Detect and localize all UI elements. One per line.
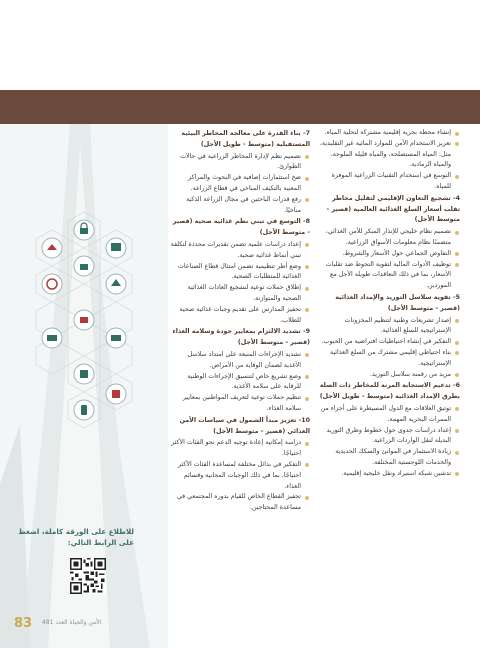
bullet-item: التفكير في إنشاء احتياطيات افتراضية من الحبوب. [318, 337, 460, 348]
bullet-item: التفاوض الجماعي حول الأسعار والشروط. [318, 249, 460, 260]
right-column [318, 128, 460, 480]
bullet-list [318, 404, 460, 480]
bullet-list [170, 350, 310, 415]
bullet-item: وضع أطر تنظيمية تضمن امتثال قطاع الصناعات الغذائية للمتطلبات الصحية. [170, 262, 310, 284]
bullet-item: زيادة الاستثمار في الموانئ والسكك الحديدية والخدمات اللوجستية المختلفة. [318, 447, 460, 469]
bullet-list [318, 316, 460, 381]
bullet-item: توثيق العلاقات مع الدول المسيطرة على أجزاء من الممرات البحرية المهمة. [318, 404, 460, 426]
bullet-item: إطلاق حملات توعية لتشجيع العادات الغذائية الصحية والمتوازنة. [170, 283, 310, 305]
footer-magazine [42, 619, 101, 626]
page-number: 83 [14, 616, 33, 631]
qr-note: للاطلاع على الورقة كاملة، اضغط على الرابط التالي: [18, 527, 134, 547]
bullet-item: تشديد الإجراءات المتبعة على امتداد سلاسل الأغذية لضمان الوقاية من الأمراض. [170, 350, 310, 372]
bullet-item: ضخ استثمارات إضافية في البحوث والمراكز المعنية بالتكيف المناخي في قطاع الزراعة. [170, 173, 310, 195]
bullet-item: التوسع في استخدام التقنيات الزراعية الموفرة للمياه. [318, 171, 460, 193]
bullet-item: تصميم نظام خليجي للإنذار المبكر للأمن الغذائي، متضمنًا نظام معلومات الأسواق الزراعية. [318, 227, 460, 249]
bullet-item: إصدار تشريعات وطنية لتنظيم المخزونات الإستراتيجية للسلع الغذائية. [318, 316, 460, 338]
bullet-list [170, 438, 310, 514]
bullet-item: إعداد دراسات علمية تضمن تقديرات محددة لتكلفة تبني أنماط غذائية صحية. [170, 240, 310, 262]
section-heading: 9- تشديد الالتزام بمعايير جودة وسلامة الغذاء (قصير - متوسط الأجل) [172, 328, 310, 347]
bullet-item: تنظيم حملات توعية لتعريف المواطنين بمعايير سلامة الغذاء. [170, 393, 310, 415]
bullet-item: إنشاء محطة بحرية إقليمية مشتركة لتحلية المياه. [318, 128, 460, 139]
bullet-item: وضع تشريع خاص لتنسيق الإجراءات الوطنية للرقابة على سلامة الأغذية. [170, 372, 310, 394]
section-heading: 6- تدعيم الاستجابة المرنة للمخاطر ذات الصلة بطرق الإمداد الغذائية (متوسط - طويل الأجل) [319, 382, 460, 401]
bullet-item: توظيف الأدوات المالية لتقوية التحوط ضد تقلبات الأسعار، بما في ذلك التعاقدات طويلة الأجل مع الموردين. [318, 260, 460, 292]
issue-number: العدد 481 [42, 619, 68, 626]
section-heading: 8- التوسع في تبني نظم غذائية صحية (قصير - متوسط الأجل) [172, 218, 310, 237]
bullet-list [170, 240, 310, 326]
middle-column [170, 128, 310, 514]
bullet-item: تحفيز القطاع الخاص للقيام بدوره المجتمعي في مساعدة المحتاجين. [170, 492, 310, 514]
bullet-item: بناء احتياطي إقليمي مشترك من السلع الغذائية الإستراتيجية. [318, 348, 460, 370]
top-brown-band [0, 90, 480, 124]
bullet-item: إعداد دراسات جدوى حول خطوط وطرق التوريد البديلة لنقل الواردات الزراعية. [318, 426, 460, 448]
bullet-item: رفع قدرات الباحثين في مجال الزراعة الذكية مناخيًا. [170, 195, 310, 217]
section-heading: 7- بناء القدرة على معالجة المخاطر البيئية المستقبلية (متوسط - طويل الأجل) [181, 130, 310, 148]
section-heading: 5- تقوية سلاسل التوريد والإمداد الغذائية (قصير - متوسط الأجل) [335, 293, 460, 312]
magazine-name: الأمن والحياة [69, 619, 102, 626]
bullet-list [170, 152, 310, 217]
bullet-item: تعزيز الاستخدام الأمن للموارد المائية غير التقليدية، مثل: المياه المستصلحة، والمياه قليلة الملوحة، والمياه الرمادية. [318, 139, 460, 171]
section-heading: 10- تعزيز مبدأ الشمول في سياسات الأمن الغذائي (قصير - متوسط الأجل) [179, 416, 310, 435]
bullet-item: مزيد من رقمنة سلاسل التوريد. [318, 370, 460, 381]
bullet-item: تحفيز المدارس على تقديم وجبات غذائية صحية للطلاب. [170, 305, 310, 327]
bullet-list [318, 227, 460, 292]
section-heading: 4- تشجيع التعاون الإقليمي لتقليل مخاطر تقلب أسعار السلع الغذائية العالمية (قصير - متوسط الأجل) [326, 194, 460, 224]
bullet-item: تدشين شبكة استيراد ونقل خليجية إقليمية. [318, 469, 460, 480]
bullet-item: دراسة إمكانية إعادة توجيه الدعم نحو الفئات الأكثر احتياجًا. [170, 438, 310, 460]
qr-code-icon[interactable] [70, 558, 106, 594]
bullet-item: تصميم نظم لإدارة المخاطر الزراعية في حالات الطوارئ. [170, 152, 310, 174]
bullet-item: التفكير في بدائل مختلفة لمساعدة الفئات الأكثر احتياجًا، بما في ذلك الوجبات المجانية وقسائم الغذاء. [170, 460, 310, 492]
bullet-list [318, 128, 460, 193]
